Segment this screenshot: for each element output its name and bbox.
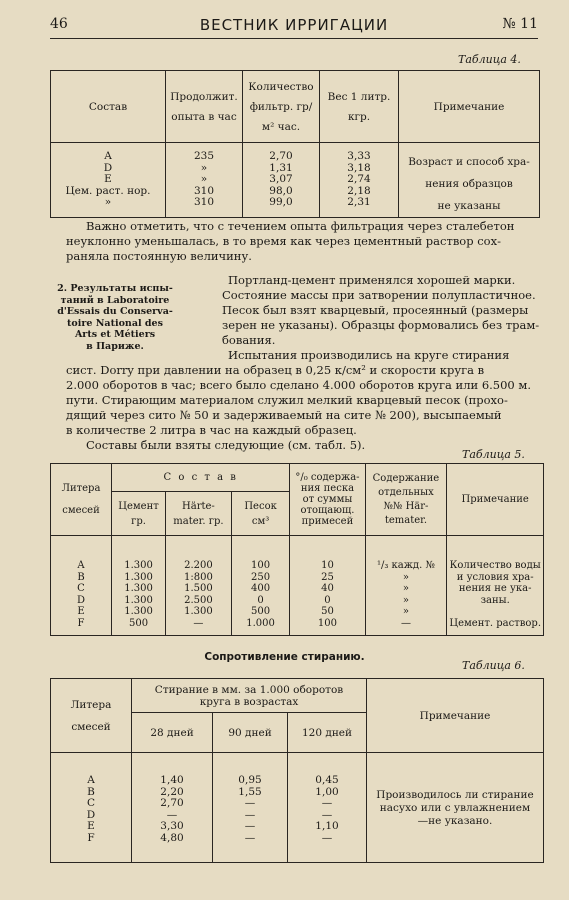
t5-pesok-cell: 0 (257, 594, 264, 606)
t5-pesok-cell: 100 (251, 560, 271, 571)
t6-90-cell: — (244, 808, 256, 821)
t6-28-cell: 1,40 (160, 774, 184, 786)
heading-line: d'Essais du Conserva- (57, 306, 173, 317)
t5-h-percent-line: примесей (301, 516, 354, 527)
text-line: Состояние массы при затворении полупластичное. (222, 288, 536, 302)
t5-h-content (365, 464, 447, 536)
t6-28-cell: 3,30 (160, 820, 184, 832)
t4-filtr-cell: 3,07 (269, 173, 293, 185)
t5-pesok-cell: 500 (251, 606, 271, 617)
t5-note-line: заны. (480, 594, 510, 606)
t5-cement-cell: 500 (128, 617, 149, 629)
t5-h-percent (290, 464, 365, 536)
t6-litera-cell: C (86, 797, 96, 809)
t5-content-cell: ¹/₃ кажд. № (376, 560, 435, 571)
t6-litera-cell: B (87, 785, 95, 798)
t4-h-duration: Продолжит. опыта в час (166, 71, 243, 143)
t6-h-28: 28 дней (132, 713, 213, 753)
t6-litera-cell: F (87, 831, 95, 844)
t6-note-line: —не указано. (417, 815, 493, 827)
t5-h-note: Примечание (447, 464, 544, 536)
t4-col-duration (166, 143, 243, 218)
table6 (50, 678, 544, 863)
t4-composition-cell: E (104, 173, 112, 185)
t4-composition-cell: D (103, 161, 113, 174)
t4-filtr-cell: 99,0 (269, 196, 293, 208)
t5-harte-cell: 2.200 (184, 560, 213, 571)
t6-h-120: 120 дней (288, 713, 367, 753)
t6-90-cell: 0,95 (238, 774, 262, 786)
t6-120-cell: — (321, 808, 333, 821)
t6-litera-cell: A (87, 774, 95, 786)
t6-120-cell: 1,00 (315, 785, 339, 798)
heading-line: таний в Laboratoire (60, 294, 170, 306)
text-line: Важно отметить, что с течением опыта фильтрация через сталебетон (86, 219, 515, 233)
t5-litera-cell: D (76, 594, 86, 606)
text-line: бования. (222, 333, 276, 347)
t4-composition-cell: Цем. раст. нор. (65, 184, 151, 197)
t5-h-litera-line: Литера (61, 482, 101, 494)
t5-content-cell: — (400, 617, 411, 629)
t5-cement-cell: 1.300 (124, 560, 153, 571)
t5-note-line (449, 606, 541, 618)
t4-col-filtr (243, 143, 320, 218)
text-line: Составы были взяты следующие (см. табл. 5). (86, 438, 366, 452)
t5-litera-cell: C (77, 583, 85, 594)
heading-line: toire National des (67, 317, 163, 329)
t5-percent-cell: 40 (321, 583, 334, 594)
issue-number: № 11 (502, 16, 538, 32)
t6-90-cell: 1,55 (238, 785, 262, 798)
t6-90-cell: — (244, 797, 256, 809)
t6-28-cell: — (166, 808, 178, 821)
t5-harte-cell: 1.500 (184, 583, 213, 594)
t5-h-content-line: №№ Här- (383, 500, 429, 512)
t5-h-harte-line: Härte- (182, 500, 215, 512)
t4-duration-cell: 310 (193, 196, 215, 208)
t4-weight-cell: 2,18 (347, 184, 371, 197)
t5-h-pesok (231, 492, 290, 536)
t5-cement-cell: 1.300 (124, 606, 153, 617)
t5-content-cell: » (402, 571, 409, 583)
heading-line: Arts et Métiers (74, 329, 156, 340)
t5-note-line: и условия хра- (456, 571, 534, 583)
t5-h-harte-line: mater. гр. (173, 515, 224, 527)
t6-litera-cell: E (87, 820, 95, 832)
t4-duration-cell: 310 (193, 184, 215, 197)
t5-percent-cell: 0 (324, 594, 331, 606)
t6-col-litera (51, 753, 132, 863)
text-line: пути. Стирающим материалом служил мелкий кварцевый песок (прохо- (66, 393, 508, 407)
text-line: зерен не указаны). Образцы формовались без трам- (222, 318, 540, 332)
t6-90-cell: — (244, 831, 256, 844)
t5-note-line: Количество воды (449, 560, 541, 571)
table5 (50, 463, 544, 636)
text-line: Песок был взят кварцевый, просеянный (размеры (222, 303, 529, 317)
t5-h-harte (166, 492, 232, 536)
t5-h-percent-line: ния песка (300, 483, 355, 494)
t5-h-litera (51, 464, 112, 536)
section-title: Сопротивление стиранию. (204, 651, 365, 663)
t6-h-litera-line: Литера (70, 698, 112, 711)
text-line: неуклонно уменьшалась, в то время как через цементный раствор сох- (66, 234, 501, 248)
t4-h-weight: Вес 1 литр. кгр. (320, 71, 399, 143)
t4-filtr-cell: 1,31 (269, 161, 293, 174)
t4-composition-cell: » (104, 196, 112, 208)
t4-duration-cell: » (200, 173, 208, 185)
t6-120-cell: — (321, 831, 333, 844)
t5-percent-cell: 100 (317, 617, 337, 629)
t5-h-cement (112, 492, 166, 536)
table4 (50, 70, 540, 218)
t5-harte-cell: 1.300 (184, 606, 213, 617)
t6-h-abrasion-line: Стирание в мм. за 1.000 оборотов (154, 683, 344, 696)
t5-harte-cell: — (193, 617, 204, 629)
text-line: Портланд-цемент применялся хорошей марки. (228, 273, 516, 287)
t6-note-line: насухо или с увлажнением (379, 802, 531, 814)
t6-h-litera (51, 679, 132, 753)
paragraph-1 (66, 219, 542, 264)
t5-content-cell: » (402, 606, 409, 617)
t6-120-cell: — (321, 797, 333, 809)
t5-col-content (365, 536, 447, 636)
t5-h-content-line: temater. (384, 514, 428, 526)
t6-120-cell: 0,45 (315, 774, 339, 786)
t6-28-cell: 2,20 (160, 785, 184, 798)
t6-col-120 (288, 753, 367, 863)
t6-28-cell: 4,80 (160, 831, 184, 844)
t5-harte-cell: 2.500 (184, 594, 213, 606)
text-line: дящий через сито № 50 и задерживаемый на сите № 200), высыпаемый (66, 408, 502, 422)
t5-cement-cell: 1.300 (124, 571, 153, 583)
t4-composition-cell: A (104, 150, 112, 162)
t4-h-filtr: Количество фильтр. гр/м² час. (243, 71, 320, 143)
t5-h-content-line: Содержание (372, 472, 440, 484)
t4-note-line: не указаны (437, 200, 501, 212)
t5-content-cell: » (402, 594, 409, 606)
t5-h-pesok-line: Песок (244, 500, 277, 512)
page-number: 46 (50, 16, 68, 32)
t5-litera-cell: E (77, 606, 85, 617)
t5-litera-cell: B (77, 571, 85, 583)
paragraph-3 (66, 348, 544, 453)
t4-weight-cell: 2,31 (347, 196, 371, 208)
t5-note-line: нения не ука- (458, 583, 532, 594)
t5-h-percent-line: °/₀ содержа- (295, 472, 360, 483)
t4-filtr-cell: 2,70 (269, 150, 293, 162)
paragraph-2 (222, 273, 544, 348)
t5-h-content-line: отдельных (378, 486, 434, 498)
section-heading-2 (52, 283, 178, 352)
t5-percent-cell: 50 (321, 606, 334, 617)
heading-line: в Париже. (86, 340, 144, 352)
t6-note-line: Производилось ли стирание (376, 789, 534, 801)
t4-h-composition: Состав (51, 71, 166, 143)
t5-col-cement (112, 536, 166, 636)
t5-h-percent-line: отощающ. (300, 505, 355, 516)
t6-col-90 (213, 753, 288, 863)
t5-h-cement-line: Цемент (118, 500, 159, 512)
t4-weight-cell: 3,33 (347, 150, 371, 162)
table6-caption: Таблица 6. (462, 659, 525, 672)
t5-col-harte (166, 536, 232, 636)
t5-pesok-cell: 400 (251, 583, 271, 594)
t5-percent-cell: 10 (321, 560, 334, 571)
t4-col-weight (320, 143, 399, 218)
t4-col-composition (51, 143, 166, 218)
t6-28-cell: 2,70 (160, 797, 184, 809)
text-line: 2.000 оборотов в час; всего было сделано 4.000 оборотов круга или 6.500 м. (66, 378, 531, 392)
t5-col-pesok (231, 536, 290, 636)
t4-duration-cell: 235 (193, 150, 215, 162)
t6-90-cell: — (244, 820, 256, 832)
t5-h-pesok-line: см³ (251, 515, 270, 527)
t5-harte-cell: 1:800 (184, 571, 213, 583)
t4-weight-cell: 3,18 (347, 161, 371, 174)
t4-filtr-cell: 98,0 (269, 184, 293, 197)
t5-h-cement-line: гр. (131, 515, 146, 527)
t6-120-cell: 1,10 (315, 820, 339, 832)
t5-cement-cell: 1.300 (124, 583, 153, 594)
text-line: сист. Dorry при давлении на образец в 0,25 к/см² и скорости круга в (66, 363, 485, 377)
t5-col-litera (51, 536, 112, 636)
t5-cement-cell: 1.300 (124, 594, 153, 606)
table4-caption: Таблица 4. (458, 53, 521, 66)
t6-h-note: Примечание (367, 679, 544, 753)
t4-col-note (399, 143, 540, 218)
t5-col-note (447, 536, 544, 636)
journal-title: ВЕСТНИК ИРРИГАЦИИ (199, 16, 389, 34)
t5-litera-cell: F (77, 617, 85, 629)
t4-weight-cell: 2,74 (347, 173, 371, 185)
t4-note-line: Возраст и способ хра- (408, 156, 530, 168)
text-line: Испытания производились на круге стирания (228, 348, 510, 362)
t5-h-percent-line: от суммы (302, 494, 353, 505)
t6-litera-cell: D (86, 808, 96, 821)
page-header (50, 16, 538, 39)
t6-h-abrasion-line: круга в возрастах (199, 695, 299, 708)
t4-duration-cell: » (200, 161, 208, 174)
t5-pesok-cell: 250 (251, 571, 271, 583)
text-line: раняла постоянную величину. (66, 249, 252, 263)
t5-col-percent (290, 536, 365, 636)
heading-line: 2. Результаты испы- (57, 283, 173, 294)
t6-h-litera-line: смесей (71, 720, 111, 733)
table5-caption: Таблица 5. (462, 448, 525, 461)
t5-content-cell: » (402, 583, 409, 594)
t6-h-abrasion (132, 679, 367, 713)
t4-h-note: Примечание (399, 71, 540, 143)
t5-pesok-cell: 1.000 (246, 617, 275, 629)
t6-col-28 (132, 753, 213, 863)
text-line: в количестве 2 литра в час на каждый образец. (66, 423, 357, 437)
t5-note-line: Цемент. раствор. (449, 617, 541, 629)
t6-h-90: 90 дней (213, 713, 288, 753)
t5-litera-cell: A (77, 560, 85, 571)
t5-h-sostav: С о с т а в (112, 464, 290, 492)
t6-col-note (367, 753, 544, 863)
t5-h-litera-line: смесей (62, 504, 100, 516)
t5-percent-cell: 25 (321, 571, 334, 583)
t4-note-line: нения образцов (425, 178, 513, 190)
